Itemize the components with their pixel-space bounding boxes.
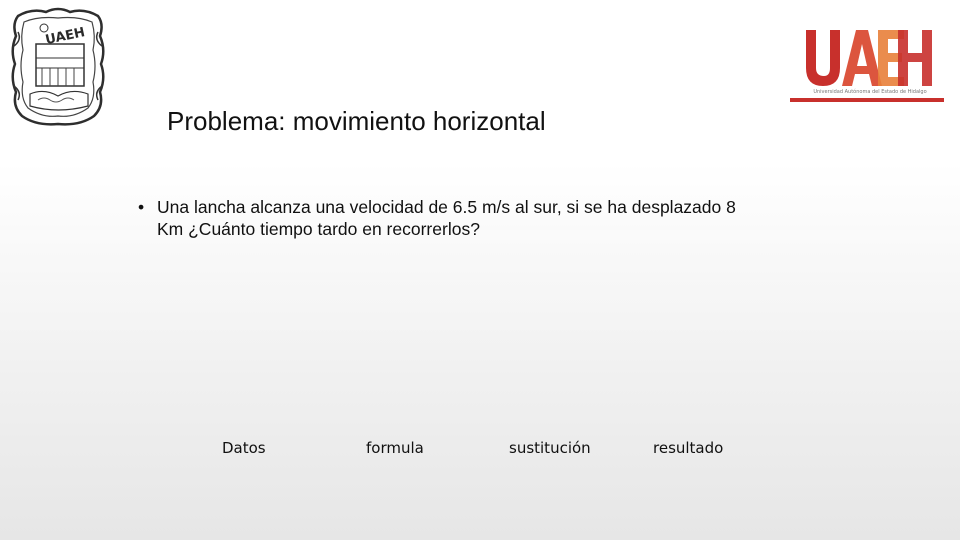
uaeh-brand-logo [786,22,946,104]
column-header-datos: Datos [222,439,266,457]
column-header-formula: formula [366,439,424,457]
slide-title: Problema: movimiento horizontal [167,106,546,136]
column-header-sustitucion: sustitución [509,439,591,457]
university-seal-logo [8,6,108,128]
bullet-text: Una lancha alcanza una velocidad de 6.5 m/s al sur, si se ha desplazado 8 Km ¿Cuánto tiempo tardo en recorrerlos? [157,197,736,239]
bullet-icon: • [138,197,145,217]
seal-lettering: UAEH [44,25,87,49]
bullet-item [138,196,738,240]
brand-subtitle: Universidad Autónoma del Estado de Hidalgo [813,89,927,95]
solution-column-headers [0,439,960,463]
column-header-resultado: resultado [653,439,724,457]
